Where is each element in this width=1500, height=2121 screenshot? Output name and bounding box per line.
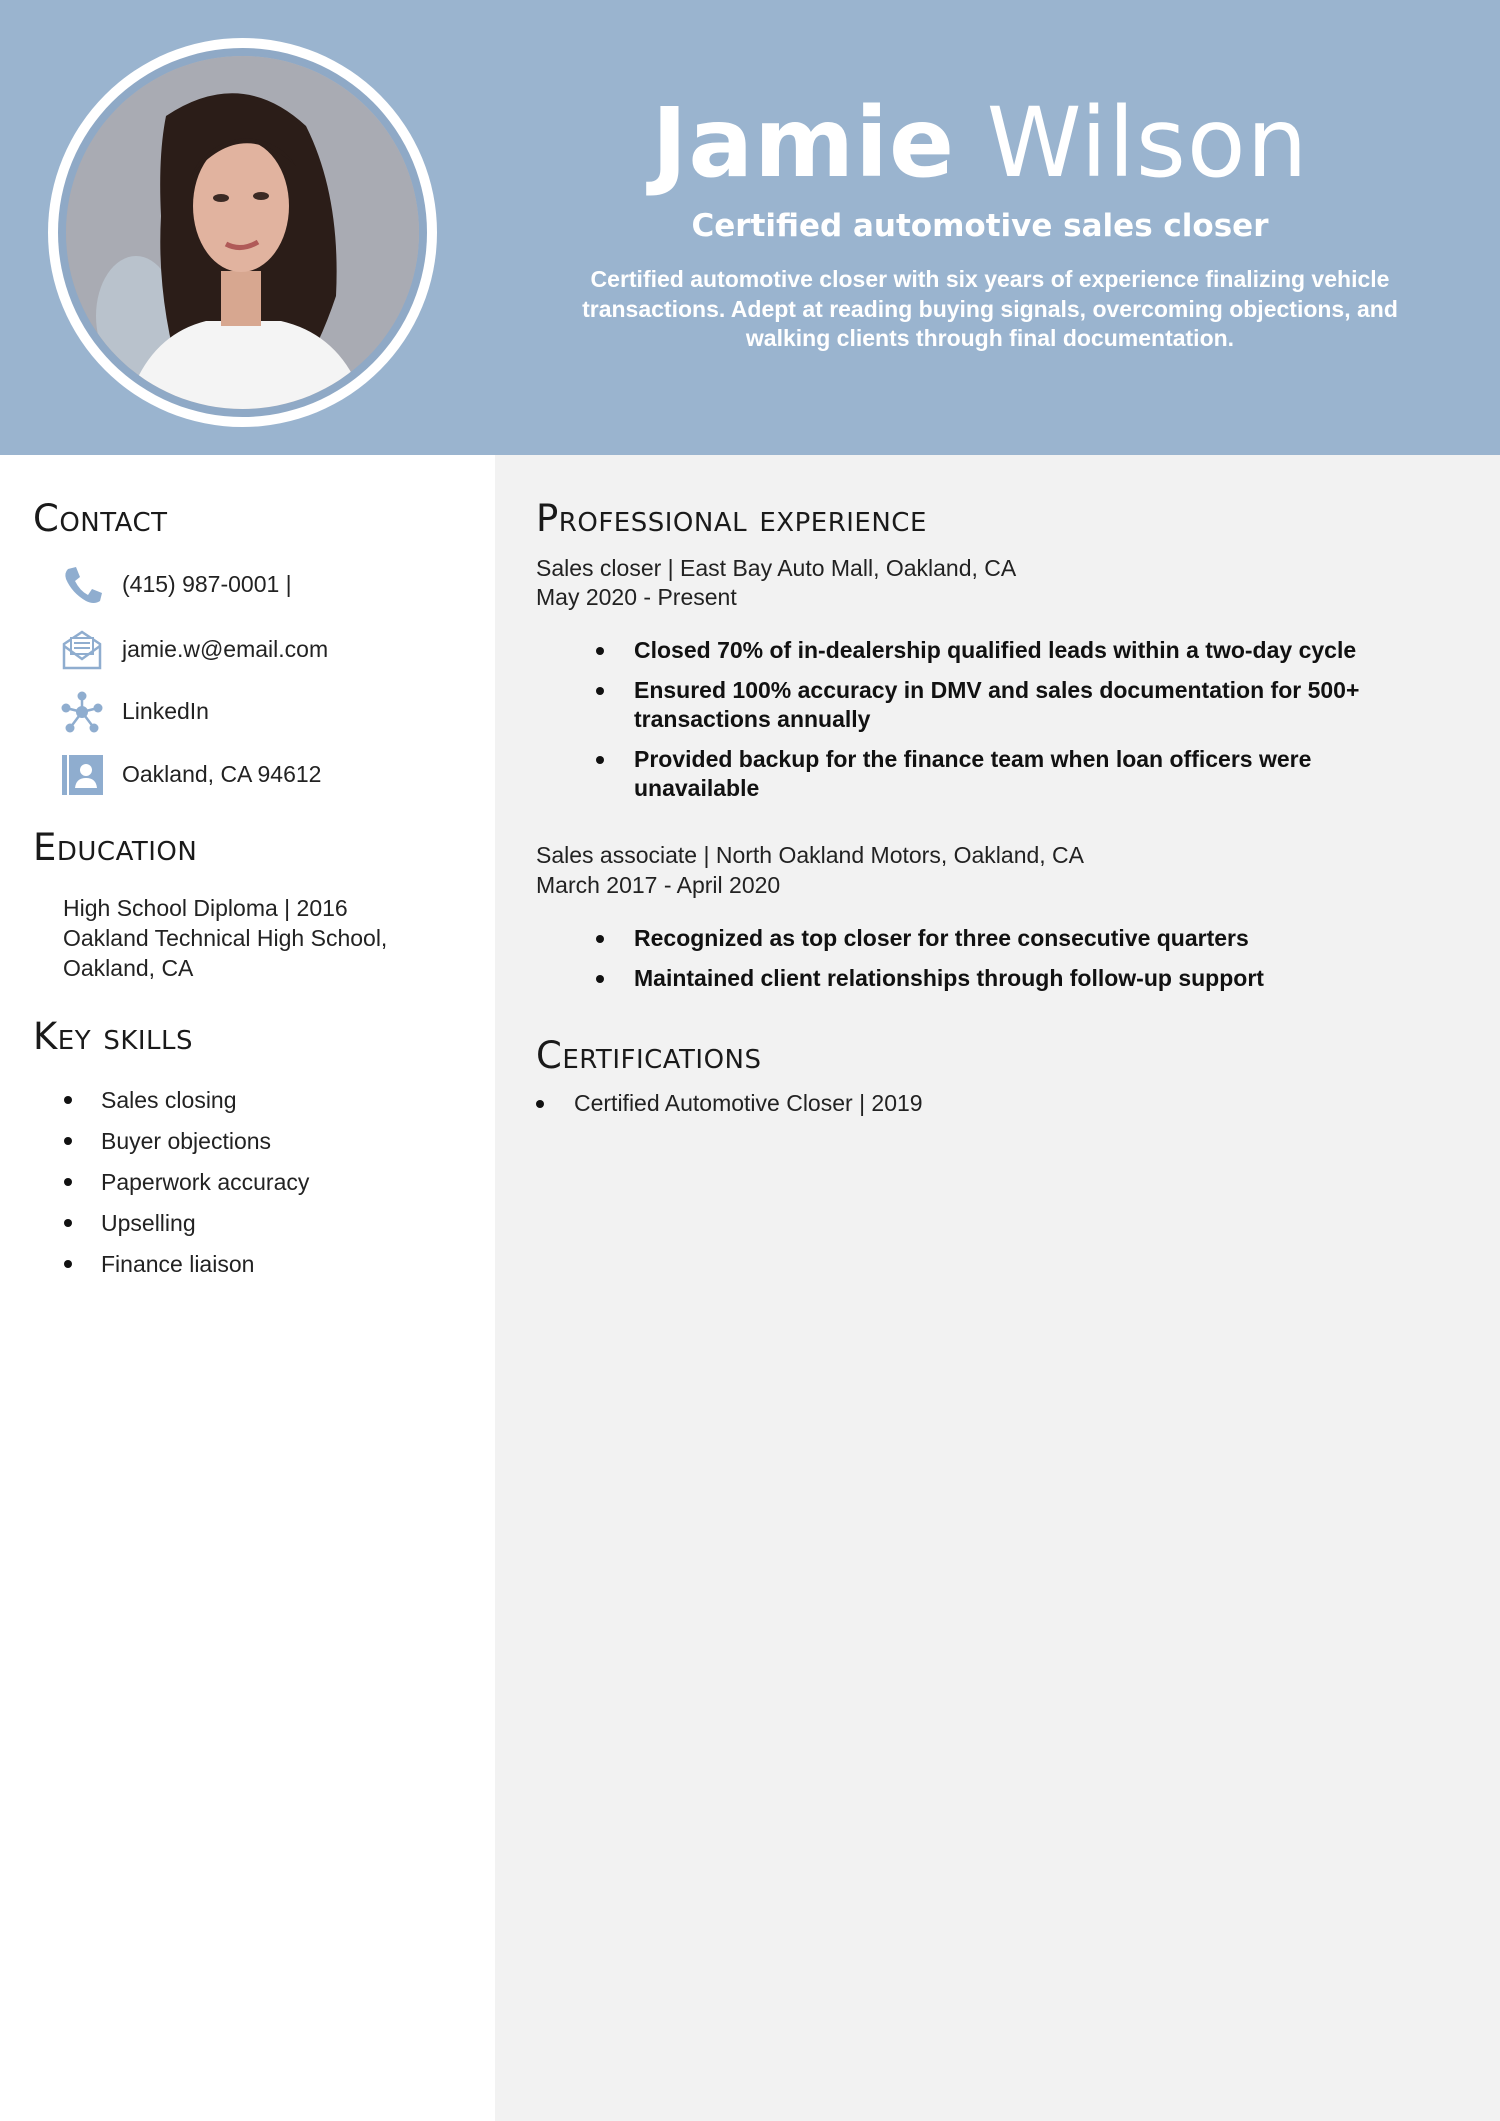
phone-icon [60, 563, 104, 607]
header-banner [0, 0, 1500, 455]
contact-linkedin[interactable] [60, 690, 440, 736]
certifications-list [536, 1088, 923, 1118]
job-bullet: Provided backup for the finance team when loan officers were unavailable [596, 745, 1416, 804]
certification-item: Certified Automotive Closer | 2019 [536, 1088, 923, 1118]
education-line: Oakland Technical High School, [63, 925, 388, 951]
candidate-name: Jamie Wilson [651, 87, 1309, 199]
contact-email[interactable] [60, 628, 440, 674]
contact-card-icon [60, 753, 104, 797]
job-title: Sales associate | North Oakland Motors, Oakland, CA [536, 842, 1085, 868]
job-bullet: Maintained client relationships through follow-up support [596, 964, 1416, 994]
certifications-heading: Certifications [536, 1034, 762, 1077]
contact-address [60, 753, 440, 799]
job-bullet: Recognized as top closer for three consecutive quarters [596, 924, 1416, 954]
job-dates: March 2017 - April 2020 [536, 872, 781, 898]
contact-heading: Contact [33, 497, 168, 540]
address-text: Oakland, CA 94612 [122, 761, 322, 787]
skill-item: Buyer objections [64, 1121, 309, 1162]
contact-phone[interactable] [60, 563, 440, 609]
phone-text: (415) 987-0001 | [122, 571, 292, 597]
experience-heading: Professional experience [536, 497, 927, 540]
skill-item: Finance liaison [64, 1244, 309, 1285]
education-line: High School Diploma | 2016 [63, 895, 348, 921]
job-bullet: Closed 70% of in-dealership qualified leads within a two-day cycle [596, 636, 1416, 666]
job-title: Sales closer | East Bay Auto Mall, Oakland, CA [536, 555, 1017, 581]
job-bullets [596, 924, 1416, 1003]
profile-photo-frame [48, 38, 437, 427]
envelope-icon [60, 628, 104, 672]
skill-item: Upselling [64, 1203, 309, 1244]
education-line: Oakland, CA [63, 955, 194, 981]
linkedin-text: LinkedIn [122, 698, 209, 724]
summary-text: Certified automotive closer with six years of experience finalizing vehicle transactions. Adept at reading buying signals, overcoming objections, and walking clients through final documentation. [582, 266, 1398, 351]
job-bullet: Ensured 100% accuracy in DMV and sales documentation for 500+ transactions annually [596, 676, 1416, 735]
network-icon [60, 690, 104, 734]
skill-item: Paperwork accuracy [64, 1162, 309, 1203]
skills-heading: Key skills [33, 1015, 194, 1058]
job-bullets [596, 636, 1416, 814]
skills-list [64, 1080, 309, 1285]
email-text: jamie.w@email.com [122, 636, 329, 662]
education-details [63, 893, 387, 983]
job-dates: May 2020 - Present [536, 584, 737, 610]
profile-photo [66, 56, 419, 409]
education-heading: Education [33, 826, 198, 869]
skill-item: Sales closing [64, 1080, 309, 1121]
job-role-title: Certified automotive sales closer [691, 208, 1269, 244]
